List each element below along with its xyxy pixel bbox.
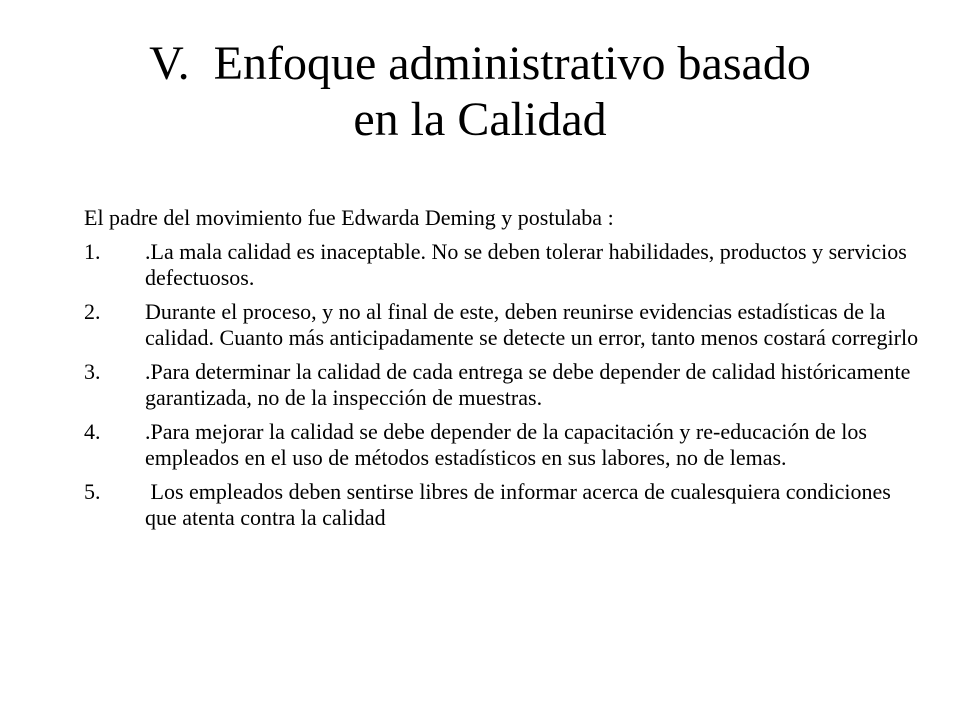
slide-title <box>60 36 900 148</box>
list-item-number: 4. <box>84 419 101 444</box>
intro-text: El padre del movimiento fue Edwarda Deming y postulaba : <box>84 205 614 230</box>
list-item-text: Durante el proceso, y no al final de este, deben reunirse evidencias estadísticas de la calidad. Cuanto más anticipadamente se detecte un error, tanto menos costará corregirlo <box>145 299 919 350</box>
list-item-text: .Para determinar la calidad de cada entrega se debe depender de calidad históricamente garantizada, no de la inspección de muestras. <box>145 359 911 410</box>
list-item-number: 3. <box>84 359 101 384</box>
title-line-2: en la Calidad <box>353 93 607 146</box>
list-item-4 <box>84 419 924 471</box>
list-item-number: 2. <box>84 299 101 324</box>
list-item-2 <box>84 299 924 351</box>
title-line-1: Enfoque administrativo basado <box>213 37 811 90</box>
list-item-number: 1. <box>84 239 101 264</box>
list-item-text: .La mala calidad es inaceptable. No se deben tolerar habilidades, productos y servicios defectuosos. <box>145 239 907 290</box>
list-item-1 <box>84 239 924 291</box>
list-item-text: Los empleados deben sentirse libres de informar acerca de cualesquiera condiciones que atenta contra la calidad <box>145 479 897 530</box>
slide-body <box>84 205 924 539</box>
list-item-5 <box>84 479 924 531</box>
principles-list <box>84 239 924 531</box>
list-item-3 <box>84 359 924 411</box>
list-item-text: .Para mejorar la calidad se debe depender de la capacitación y re-educación de los empleados en el uso de métodos estadísticos en sus labores, no de lemas. <box>145 419 867 470</box>
list-item-number: 5. <box>84 479 101 504</box>
title-number: V. <box>149 37 190 90</box>
